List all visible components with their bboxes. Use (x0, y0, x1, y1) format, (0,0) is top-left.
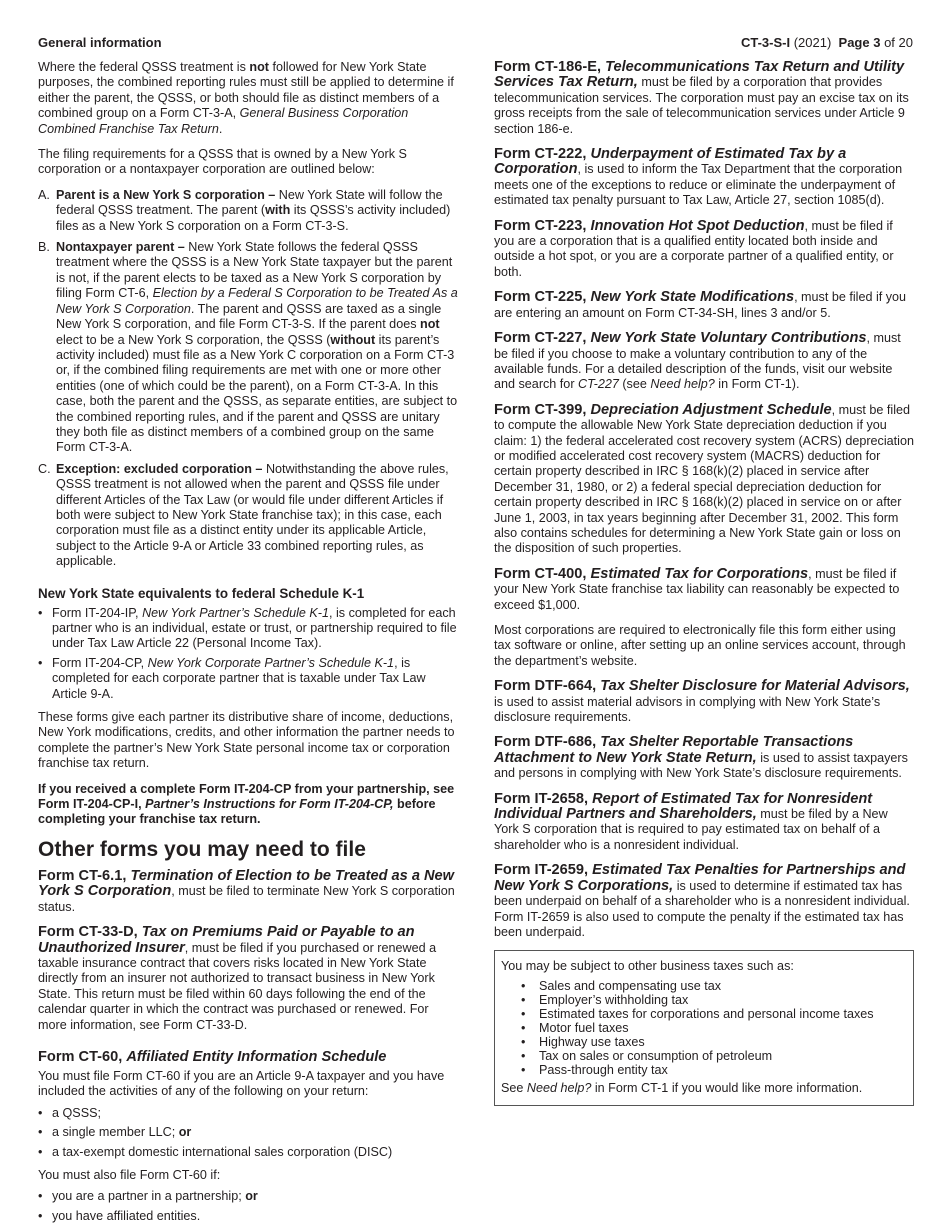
page-header (741, 35, 913, 50)
ct60-also-paragraph: You must also file Form CT-60 if: (38, 1167, 221, 1182)
filing-requirements-paragraph: The filing requirements for a QSSS that is owned by a New York S corporation or a nontaxpayer corporation are outlined below: (38, 147, 407, 177)
form-ct223-entry: Form CT-223, Innovation Hot Spot Deduction, must be filed if you are a corporation that is a qualified entity located both inside and outside a hot spot, or you are a corporate partner of a qualified entity, or both. (494, 217, 894, 279)
list-item: • a tax-exempt domestic international sales corporation (DISC) (38, 1145, 458, 1160)
form-it2659-entry: Form IT-2659, Estimated Tax Penalties for Partnerships and New York S Corporations, is used to determine if estimated tax has been underpaid on behalf of a shareholder who is a nonresident individual. Form IT-2659 is also used to compute the penalty if the estimated tax has been underpaid. (494, 862, 910, 939)
form-ct33d-entry: Form CT-33-D, Tax on Premiums Paid or Payable to an Unauthorized Insurer, must be filed if you purchased or renewed a taxable insurance contract that covers risks located in New York State directly from an insurer not authorized to transact business in New York State. This return must be filed within 60 days following the end of the calendar quarter in which the contract was purchased or renewed. For more information, see Form CT-33-D. (38, 924, 437, 1032)
it204cp-notice: If you received a complete Form IT-204-CP from your partnership, see Form IT-204-CP-I, Partner’s Instructions for Form IT-204-CP, before completing your franchise tax return. (38, 781, 455, 827)
form-dtf664-entry: Form DTF-664, Tax Shelter Disclosure for Material Advisors, is used to assist material advisors in complying with New York State’s disclosure requirements. (494, 678, 910, 725)
list-item: • a QSSS; (38, 1106, 458, 1121)
other-taxes-box (494, 950, 914, 1106)
k1-forms-paragraph: These forms give each partner its distributive share of income, deductions, New York modifications, credits, and other information the partner needs to complete the partner’s New York State personal income tax or corporation franchise tax return. (38, 710, 455, 771)
k1-list (38, 606, 458, 702)
list-item: • you are a partner in a partnership; or (38, 1189, 458, 1204)
page-total: of 20 (884, 35, 913, 50)
rule-item-c: C. Exception: excluded corporation – Notwithstanding the above rules, QSSS treatment is not allowed when the parent and QSSS file under different Articles of the Tax Law (or would file under different Articles if both were subject to New York State franchise tax); in this case, each corporation must file as a distinct entity under its applicable Article, subject to the Article 9-A or Article 33 combined reporting rules, as applicable. (38, 461, 449, 569)
box-see-more: See Need help? in Form CT-1 if you would like more information. (501, 1080, 863, 1095)
k1-heading: New York State equivalents to federal Schedule K-1 (38, 585, 365, 601)
list-item: • you have affiliated entities. (38, 1209, 458, 1224)
ct60-also-list (38, 1189, 458, 1224)
filing-rules-list (38, 188, 458, 570)
list-item: • Form IT-204-IP, New York Partner’s Schedule K-1, is completed for each partner who is an individual, estate or trust, or partnership required to file under Tax Law Article 22 (Personal Income Tax). (38, 606, 458, 652)
list-item: • a single member LLC; or (38, 1125, 458, 1140)
list-item: • Estimated taxes for corporations and personal income taxes (521, 1007, 907, 1021)
form-dtf686-entry: Form DTF-686, Tax Shelter Reportable Transactions Attachment to New York State Return, is used to assist taxpayers and persons in complying with New York State’s disclosure requirements. (494, 734, 908, 781)
list-item: • Employer’s withholding tax (521, 993, 907, 1007)
list-item: • Tax on sales or consumption of petroleum (521, 1049, 907, 1063)
form-ct227-entry: Form CT-227, New York State Voluntary Contributions, must be filed if you choose to make a voluntary contribution to any of the available funds. For a detailed description of the funds, visit our website and search for CT-227 (see Need help? in Form CT-1). (494, 330, 901, 392)
form-ct61-entry: Form CT-6.1, Termination of Election to be Treated as a New York S Corporation, must be filed to terminate New York S corporation status. (38, 867, 455, 914)
left-column (38, 60, 458, 1232)
ct60-paragraph: You must file Form CT-60 if you are an Article 9-A taxpayer and you have included the activities of any of the following on your return: (38, 1068, 445, 1099)
rule-item-b: B. Nontaxpayer parent – New York State follows the federal QSSS treatment where the QSSS is a New York State taxpayer but the parent is not, if the parent elects to be taxed as a New York S corporation by filing Form CT-6, Election by a Federal S Corporation to be Treated As a New York S Corporation. The parent and QSSS are taxed as a single New York S corporation, and file Form CT-3-S. If the parent does not elect to be a New York S corporation, the QSSS (without its parent’s activity included) must file as a New York C corporation on a Form CT-3 or, if the combined filing requirements are met with one or more other entities (one of which could be the parent), on a Form CT-3-A. In this case, both the parent and the QSSS, as separate entities, are subject to the combined reporting rules, and if the parent and QSSS are unitary they both file as distinct members of a combined group on the same Form CT-3-A. (38, 240, 458, 455)
list-item: • Sales and compensating use tax (521, 979, 907, 993)
other-forms-heading: Other forms you may need to file (38, 837, 366, 861)
section-title: General information (38, 35, 162, 50)
form-ct400-entry: Form CT-400, Estimated Tax for Corporations, must be filed if your New York State franchise tax liability can reasonably be expected to exceed $1,000. (494, 565, 900, 612)
form-ct225-entry: Form CT-225, New York State Modifications, must be filed if you are entering an amount on Form CT-34-SH, lines 3 and/or 5. (494, 289, 907, 320)
form-ct399-entry: Form CT-399, Depreciation Adjustment Schedule, must be filed to compute the allowable New York State depreciation deduction if you claim: 1) the federal accelerated cost recovery system (ACRS) depreciation or modified accelerated cost recovery system (MACRS) deduction for certain property described in IRC § 168(k)(2) placed in service after December 31, 1980, or 2) a federal special depreciation deduction for certain property described in IRC § 168(k)(2) placed in service on or after June 1, 2003, in tax years beginning after December 31, 2002. This form also contains schedules for determining a New York State gain or loss on the disposition of such properties. (494, 401, 914, 556)
form-ct186e-entry: Form CT-186-E, Telecommunications Tax Return and Utility Services Tax Return, must be filed by a corporation that provides telecommunication services. The corporation must pay an excise tax on its gross receipts from the sale of telecommunication services under Article 9 section 186-e. (494, 59, 909, 136)
list-item: • Form IT-204-CP, New York Corporate Partner’s Schedule K-1, is completed for each corporate partner that is taxable under Tax Law Article 9-A. (38, 656, 458, 702)
box-intro: You may be subject to other business taxes such as: (501, 959, 794, 974)
form-it2658-entry: Form IT-2658, Report of Estimated Tax for Nonresident Individual Partners and Shareholders, must be filed by a New York S corporation that is required to pay estimated tax on behalf of a shareholder who is a nonresident individual. (494, 790, 888, 852)
form-code: CT-3-S-I (740, 35, 791, 50)
other-taxes-list (501, 979, 907, 1077)
ct60-list (38, 1106, 458, 1160)
qsss-intro-paragraph: Where the federal QSSS treatment is not followed for New York State purposes, the combined reporting rules must still be applied to determine if either the parent, the QSSS, or both should file as distinct members of a combined group on a Form CT-3-A, General Business Corporation Combined Franchise Tax Return. (38, 60, 454, 136)
electronic-filing-paragraph: Most corporations are required to electronically file this form either using tax software or online, after setting up an online services account, through the department’s website. (494, 623, 906, 668)
list-item: • Highway use taxes (521, 1035, 907, 1049)
form-year: (2021) (793, 35, 832, 50)
form-ct222-entry: Form CT-222, Underpayment of Estimated Tax by a Corporation, is used to inform the Tax Department that the corporation meets one of the exceptions to reduce or eliminate the underpayment of estimated tax penalty pursuant to Tax Law, Article 27, section 1085(d). (494, 146, 903, 208)
list-item: • Motor fuel taxes (521, 1021, 907, 1035)
right-column (494, 60, 914, 1106)
list-item: • Pass-through entity tax (521, 1063, 907, 1077)
rule-item-a: A. Parent is a New York S corporation – New York State will follow the federal QSSS treatment. The parent (with its QSSS’s activity included) files as a New York S corporation on a Form CT-3-S. (38, 187, 451, 233)
page-number: Page 3 (838, 35, 881, 50)
form-ct60-heading: Form CT-60, Affiliated Entity Information Schedule (38, 1048, 387, 1065)
